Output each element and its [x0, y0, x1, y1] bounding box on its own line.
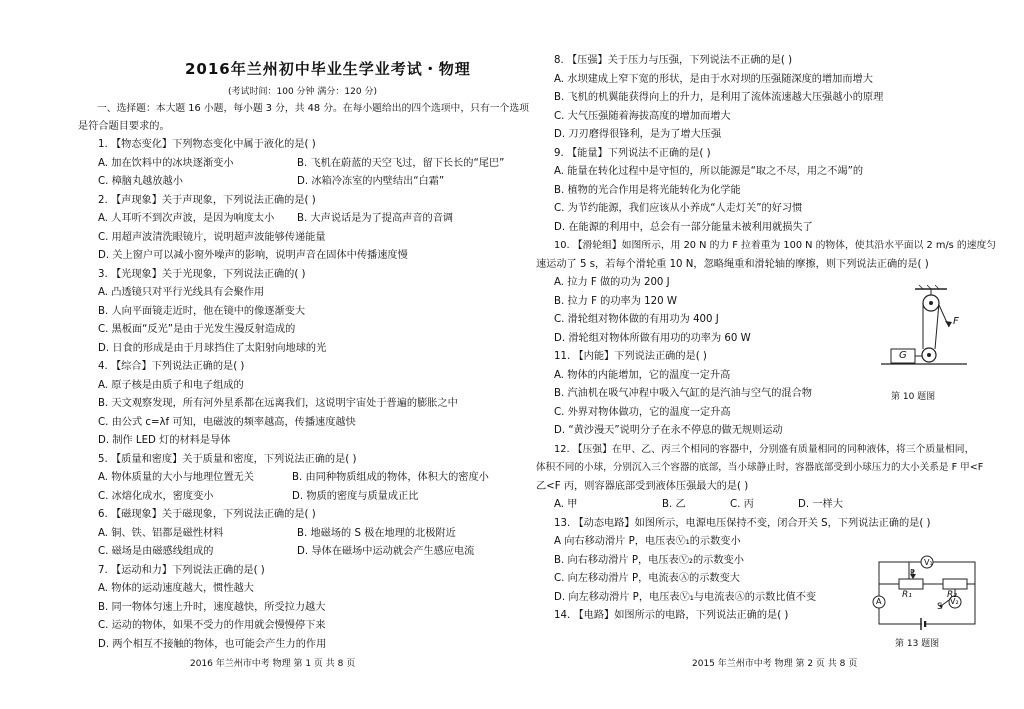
exam-title: 2016年兰州初中毕业生学业考试・物理: [185, 60, 471, 78]
q8-option-c: C. 大气压强随着海拔高度的增加而增大: [554, 111, 731, 122]
q13-option-a: A 向右移动滑片 P，电压表Ⓥ₁的示数变小: [554, 536, 741, 547]
q10-option-c: C. 滑轮组对物体做的有用功为 400 J: [554, 314, 719, 325]
q4-option-c: C. 由公式 c=λf 可知，电磁波的频率越高，传播速度越快: [98, 417, 356, 428]
question-12-line-3: 乙<F 丙，则容器底部受到液体压强最大的是( ): [536, 481, 749, 492]
q8-option-a: A. 水坝建成上窄下宽的形状，是由于水对坝的压强随深度的增加而增大: [554, 74, 873, 85]
q11-option-c: C. 外界对物体做功，它的温度一定升高: [554, 407, 731, 418]
figure-13-r1-label: R₁: [902, 590, 912, 600]
question-2: 2. 【声现象】关于声现象，下列说法正确的是( ): [98, 195, 316, 206]
figure-13-switch-label: S: [937, 602, 943, 612]
pulley-figure: [877, 283, 972, 373]
q3-option-b: B. 人向平面镜走近时，他在镜中的像逐渐变大: [98, 306, 306, 317]
q7-option-d: D. 两个相互不接触的物体，也可能会产生力的作用: [98, 639, 327, 650]
q5-option-b: B. 由同种物质组成的物体，体积大的密度小: [292, 472, 489, 483]
question-13: 13. 【动态电路】如图所示，电源电压保持不变，闭合开关 S，下列说法正确的是( ): [554, 518, 931, 529]
instruction-line-2: 是符合题目要求的。: [78, 121, 170, 132]
question-4: 4. 【综合】下列说法正确的是( ): [98, 361, 245, 372]
q13-option-c: C. 向左移动滑片 P，电流表Ⓐ的示数变大: [554, 573, 740, 584]
q12-option-d: D. 一样大: [798, 499, 843, 510]
q4-option-b: B. 天文观察发现，所有河外星系都在远离我们，这说明宇宙处于普遍的膨胀之中: [98, 398, 458, 409]
figure-13-v1-label: V₁: [924, 558, 933, 567]
q8-option-d: D. 刀刃磨得很锋利，是为了增大压强: [554, 129, 722, 140]
q2-option-c: C. 用超声波清洗眼镜片，说明超声波能够传递能量: [98, 232, 326, 243]
q9-option-c: C. 为节约能源，我们应该从小养成“人走灯关”的好习惯: [554, 203, 803, 214]
q5-option-c: C. 冰熔化成水，密度变小: [98, 491, 214, 502]
q11-option-a: A. 物体的内能增加，它的温度一定升高: [554, 370, 731, 381]
q9-option-a: A. 能量在转化过程中是守恒的，所以能源是“取之不尽，用之不竭”的: [554, 166, 864, 177]
q11-option-b: B. 汽油机在吸气冲程中吸入气缸的是汽油与空气的混合物: [554, 388, 812, 399]
q10-option-b: B. 拉力 F 的功率为 120 W: [554, 296, 677, 307]
figure-10-caption: 第 10 题图: [891, 392, 936, 402]
q5-option-d: D. 物质的密度与质量成正比: [292, 491, 419, 502]
question-10-line-1: 10. 【滑轮组】如图所示，用 20 N 的力 F 拉着重为 100 N 的物体，使其沿水平面以 2 m/s 的速度匀: [554, 240, 997, 251]
q2-option-d: D. 关上窗户可以减小窗外噪声的影响，说明声音在固体中传播速度慢: [98, 250, 408, 261]
q7-option-a: A. 物体的运动速度越大，惯性越大: [98, 583, 254, 594]
instruction-line-1: 一、选择题：本大题 16 小题，每小题 3 分，共 48 分。在每小题给出的四个选项中，只有一个选项: [97, 103, 529, 114]
q2-option-a: A. 人耳听不到次声波，是因为响度太小: [98, 213, 275, 224]
q11-option-d: D. “黄沙漫天”说明分子在永不停息的做无规则运动: [554, 425, 783, 436]
q13-option-d: D. 向左移动滑片 P，电压表Ⓥ₁与电流表Ⓐ的示数比值不变: [554, 592, 817, 603]
q6-option-a: A. 铜、铁、铝都是磁性材料: [98, 528, 224, 539]
figure-13-r2-label: R₂: [947, 590, 957, 600]
figure-13-v2-label: V₂: [950, 597, 959, 606]
q1-option-d: D. 冰箱冷冻室的内壁结出“白霜”: [297, 176, 445, 187]
q10-option-a: A. 拉力 F 做的功为 200 J: [554, 277, 670, 288]
question-8: 8. 【压强】关于压力与压强，下列说法不正确的是( ): [554, 55, 793, 66]
q13-option-b: B. 向右移动滑片 P，电压表Ⓥ₂的示数变小: [554, 555, 744, 566]
q1-option-b: B. 飞机在蔚蓝的天空飞过，留下长长的“尾巴”: [297, 158, 505, 169]
q4-option-a: A. 原子核是由质子和电子组成的: [98, 380, 244, 391]
question-9: 9. 【能量】下列说法不正确的是( ): [554, 148, 711, 159]
question-14: 14. 【电路】如图所示的电路，下列说法正确的是( ): [554, 610, 789, 621]
q3-option-d: D. 日食的形成是由于月球挡住了太阳射向地球的光: [98, 343, 327, 354]
right-page: [512, 0, 1024, 709]
question-7: 7. 【运动和力】下列说法正确的是( ): [98, 565, 265, 576]
q12-option-b: B. 乙: [662, 499, 686, 510]
q7-option-b: B. 同一物体匀速上升时，速度越快，所受拉力越大: [98, 602, 326, 613]
right-page-footer: 2015 年兰州市中考 物理 第 2 页 共 8 页: [692, 659, 858, 669]
question-6: 6. 【磁现象】关于磁现象，下列说法正确的是( ): [98, 509, 316, 520]
q7-option-c: C. 运动的物体，如果不受力的作用就会慢慢停下来: [98, 620, 326, 631]
q5-option-a: A. 物体质量的大小与地理位置无关: [98, 472, 254, 483]
q3-option-c: C. 黑板面“反光”是由于光发生漫反射造成的: [98, 324, 296, 335]
q2-option-b: B. 大声说话是为了提高声音的音调: [297, 213, 454, 224]
figure-13-slider-label: P: [910, 568, 915, 577]
q1-option-c: C. 樟脑丸越放越小: [98, 176, 183, 187]
q3-option-a: A. 凸透镜只对平行光线具有会聚作用: [98, 287, 265, 298]
q4-option-d: D. 制作 LED 灯的材料是导体: [98, 435, 231, 446]
figure-13-ammeter-label: A: [876, 597, 882, 606]
figure-10-weight-label: G: [899, 350, 907, 361]
figure-13-caption: 第 13 题图: [895, 639, 940, 649]
q12-option-a: A. 甲: [554, 499, 578, 510]
q12-option-c: C. 丙: [730, 499, 754, 510]
exam-subtitle: (考试时间：100 分钟 满分：120 分): [228, 87, 377, 97]
figure-10-force-label: F: [953, 316, 959, 327]
q10-option-d: D. 滑轮组对物体所做有用功的功率为 60 W: [554, 333, 751, 344]
q8-option-b: B. 飞机的机翼能获得向上的升力，是利用了流体流速越大压强越小的原理: [554, 92, 884, 103]
question-1: 1. 【物态变化】下列物态变化中属于液化的是( ): [98, 139, 316, 150]
question-12-line-1: 12. 【压强】在甲、乙、丙三个相同的容器中，分别盛有质量相同的同种液体，将三个质量相同，: [554, 444, 975, 455]
question-5: 5. 【质量和密度】关于质量和密度，下列说法正确的是( ): [98, 454, 357, 465]
question-12-line-2: 体积不同的小球，分别沉入三个容器的底部，当小球静止时，容器底部受到小球压力的大小关系是 F 甲<F: [536, 462, 984, 473]
q6-option-c: C. 磁场是由磁感线组成的: [98, 546, 214, 557]
q9-option-b: B. 植物的光合作用是将光能转化为化学能: [554, 185, 741, 196]
q6-option-b: B. 地磁场的 S 极在地理的北极附近: [297, 528, 456, 539]
question-10-line-2: 速运动了 5 s，若每个滑轮重 10 N，忽略绳重和滑轮轴的摩擦，则下列说法正确的是( ): [536, 259, 929, 270]
q6-option-d: D. 导体在磁场中运动就会产生感应电流: [297, 546, 475, 557]
question-11: 11. 【内能】下列说法正确的是( ): [554, 351, 707, 362]
question-3: 3. 【光现象】关于光现象，下列说法正确的( ): [98, 269, 306, 280]
left-page-footer: 2016 年兰州市中考 物理 第 1 页 共 8 页: [190, 659, 356, 669]
q9-option-d: D. 在能源的利用中，总会有一部分能量未被利用就损失了: [554, 222, 813, 233]
q1-option-a: A. 加在饮料中的冰块逐渐变小: [98, 158, 234, 169]
